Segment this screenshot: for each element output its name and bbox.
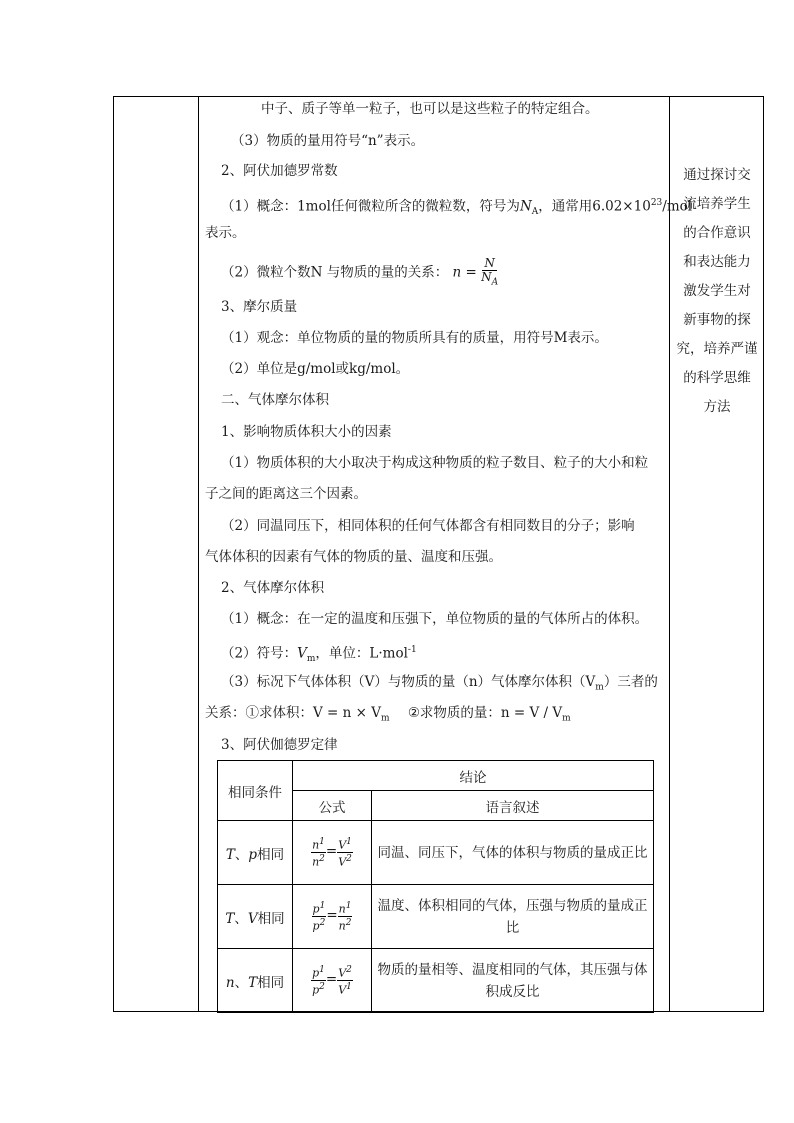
formula-cell: $\frac{p^1}{p^2}$ = $\frac{V^2}{V^1}$ <box>293 949 372 1013</box>
text-span: （2）符号： <box>221 645 298 662</box>
text-line: 中子、质子等单一粒子，也可以是这些粒子的特定组合。 <box>261 101 599 117</box>
content-cell <box>199 97 693 1011</box>
section-heading: 1、影响物质体积大小的因素 <box>221 424 392 440</box>
text-span: 、 <box>234 910 248 927</box>
symbol-subscript: A <box>531 207 539 218</box>
column-divider <box>669 97 670 1011</box>
text-line <box>221 257 498 289</box>
formula-left: $\frac{p^1}{p^2}$ <box>312 965 325 997</box>
table-row <box>218 885 654 949</box>
table-row <box>218 949 654 1013</box>
formula-cell: $\frac{p^1}{p^2}$ = $\frac{n^1}{n^2}$ <box>293 885 372 949</box>
header-conclusion: 结论 <box>293 761 654 791</box>
fraction-denominator <box>481 271 498 289</box>
symbol: n <box>225 974 235 991</box>
avogadro-law-table <box>217 760 654 1013</box>
symbol: V <box>247 910 258 927</box>
symbol: p <box>248 846 258 863</box>
section-heading: 2、气体摩尔体积 <box>221 580 325 596</box>
description-cell: 物质的量相等、温度相同的气体，其压强与体积成反比 <box>372 949 654 1013</box>
text-line: 表示。 <box>205 225 246 241</box>
text-span: （3）标况下气体体积（V）与物质的量（n）气体摩尔体积（V <box>221 674 596 690</box>
formula-fraction <box>481 257 498 289</box>
text-span: （1）概念：1mol任何微粒所含的微粒数，符号为 <box>221 198 520 215</box>
formula-right: $\frac{V^2}{V^1}$ <box>338 965 352 997</box>
side-note-line: 方法 <box>703 399 731 415</box>
section-heading: 3、阿伏伽德罗定律 <box>221 737 338 753</box>
side-note-line: 的合作意识 <box>683 225 751 241</box>
formula-right: $\frac{V^1}{V^2}$ <box>338 837 352 869</box>
side-note-line: 流培养学生 <box>683 196 751 212</box>
symbol: T <box>225 910 235 927</box>
symbol: N <box>519 198 532 215</box>
text-line <box>221 193 692 222</box>
text-line: （1）概念：在一定的温度和压强下，单位物质的量的气体所占的体积。 <box>221 611 649 627</box>
section-heading: 3、摩尔质量 <box>221 299 298 315</box>
symbol-subscript: A <box>491 277 499 288</box>
description-cell: 温度、体积相同的气体，压强与物质的量成正比 <box>372 885 654 949</box>
formula-left: $\frac{p^1}{p^2}$ <box>312 901 326 933</box>
condition-cell <box>218 885 293 949</box>
header-formula: 公式 <box>293 791 372 821</box>
symbol: T <box>248 974 258 991</box>
text-span: ，通常用6.02×10 <box>538 198 651 215</box>
section-heading: 2、阿伏加德罗常数 <box>221 163 338 179</box>
text-span: 、 <box>234 846 249 863</box>
text-span: 相同 <box>257 846 285 863</box>
section-heading: 二、气体摩尔体积 <box>221 392 329 408</box>
fraction-numerator: N <box>484 256 495 270</box>
text-line: （2）同温同压下，相同体积的任何气体都含有相同数目的分子；影响 <box>221 518 635 534</box>
text-span: ②求物质的量：n = V / V <box>407 705 563 721</box>
lesson-table <box>113 96 764 1012</box>
side-note <box>671 161 763 422</box>
text-span: /mol <box>662 198 693 215</box>
text-line: 子之间的距离这三个因素。 <box>205 486 367 502</box>
formula-left: $\frac{n^1}{n^2}$ <box>312 837 325 869</box>
text-line: 气体体积的因素有气体的物质的量、温度和压强。 <box>205 549 502 565</box>
text-line: （2）单位是g/mol或kg/mol。 <box>221 361 410 377</box>
text-span: 关系：①求体积：V = n × V <box>205 705 381 721</box>
side-note-line: 通过探讨交 <box>683 167 751 183</box>
text-span: ，单位：L·mol <box>315 645 408 662</box>
symbol: T <box>225 846 235 863</box>
side-note-line: 的科学思维 <box>683 370 751 386</box>
symbol: V <box>297 645 307 662</box>
text-span: （2）微粒个数N 与物质的量的关系： <box>221 264 449 281</box>
table-row <box>218 821 654 885</box>
side-note-line: 新事物的探 <box>683 312 751 328</box>
text-span: 相同 <box>257 974 285 991</box>
side-note-line: 和表达能力 <box>683 254 751 270</box>
symbol-subscript: m <box>380 713 390 724</box>
header-language: 语言叙述 <box>372 791 654 821</box>
text-span: ）三者的 <box>603 674 658 690</box>
symbol-subscript: m <box>562 713 571 724</box>
symbol: N <box>481 270 492 284</box>
text-line <box>221 672 658 698</box>
description-cell: 同温、同压下，气体的体积与物质的量成正比 <box>372 821 654 885</box>
condition-cell <box>218 949 293 1013</box>
side-note-line: 究，培养严谨 <box>676 341 758 357</box>
text-line <box>205 703 571 729</box>
symbol-subscript: m <box>595 682 604 693</box>
symbol: n = <box>452 264 477 281</box>
exponent: -1 <box>407 645 417 655</box>
exponent: 23 <box>650 198 663 208</box>
side-note-line: 激发学生对 <box>683 283 751 299</box>
formula-right: $\frac{n^1}{n^2}$ <box>338 901 352 933</box>
formula-cell: $\frac{n^1}{n^2}$ = $\frac{V^1}{V^2}$ <box>293 821 372 885</box>
text-line <box>221 640 417 669</box>
text-line: （1）观念：单位物质的量的物质所具有的质量，用符号M表示。 <box>221 330 608 346</box>
text-span: 相同 <box>257 910 285 927</box>
symbol-subscript: m <box>306 654 316 665</box>
condition-cell <box>218 821 293 885</box>
text-line: （3）物质的量用符号“n”表示。 <box>231 133 425 149</box>
text-span: 、 <box>234 974 249 991</box>
text-line: （1）物质体积的大小取决于构成这种物质的粒子数目、粒子的大小和粒 <box>221 455 649 471</box>
header-condition: 相同条件 <box>218 761 293 821</box>
